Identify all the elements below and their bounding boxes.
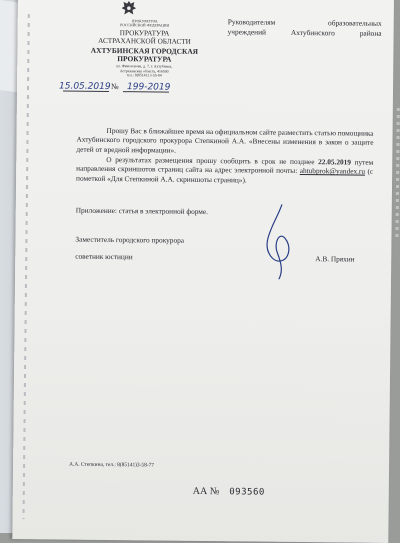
request-paragraph: Прошу Вас в ближайшее время на официальном сайте разместить статью помощника Ахтубинского городского прокурора Степкиной А.А. «Внесены изменения в закон о защите детей от вредной информации». xyxy=(76,125,374,155)
prosecutor-line: ПРОКУРАТУРА xyxy=(119,29,170,38)
address-line: Астраханская область, 416500 xyxy=(119,68,169,74)
address-line: тел.: 8(85141) 3-55-04 xyxy=(126,73,162,78)
results-method: путем направления скриншотов страниц сайта на адрес электронной почты: xyxy=(76,157,374,176)
results-intro: О результатах размещения прошу сообщить в срок не позднее xyxy=(106,154,315,167)
handwritten-signature xyxy=(259,203,304,283)
prosecutor-line: АСТРАХАНСКОЙ ОБЛАСТИ xyxy=(98,36,191,46)
regional-prosecutor-name xyxy=(69,30,219,47)
attachment-note: Приложение: статья в электронной форме. xyxy=(75,205,209,217)
outgoing-number: 199-2019 xyxy=(126,82,171,93)
page-fold-mark xyxy=(395,108,399,238)
agency-line: РОССИЙСКОЙ ФЕДЕРАЦИИ xyxy=(120,23,170,28)
form-serial xyxy=(193,486,265,498)
agency-name xyxy=(70,19,220,29)
city-prosecutor-name xyxy=(69,47,219,64)
signer-position: Заместитель городского прокурора xyxy=(75,234,185,245)
signer-rank: советник юстиции xyxy=(75,251,133,262)
number-sign: № xyxy=(110,82,119,92)
outgoing-date: 15.05.2019 xyxy=(58,81,111,93)
agency-line: ПРОКУРАТУРА xyxy=(131,19,158,24)
perforation-edge xyxy=(23,14,30,519)
recipient-line: учреждений Ахтубинского района xyxy=(227,26,382,38)
results-paragraph xyxy=(76,155,373,186)
deadline-date: 22.05.2019 xyxy=(318,157,352,167)
address-line: ул. Финогенова, д. 7, г. Ахтубинск, xyxy=(116,64,173,69)
serial-prefix: АА № xyxy=(192,485,220,498)
city-line: ПРОКУРАТУРА xyxy=(117,53,172,64)
city-line: АХТУБИНСКАЯ ГОРОДСКАЯ xyxy=(90,45,199,56)
serial-number: 093560 xyxy=(229,487,265,498)
executor-contact: А.А. Степкина, тел.: 8(85141)3-58-77 xyxy=(69,461,155,469)
letter-page xyxy=(12,0,394,543)
recipient-block xyxy=(228,17,382,38)
email-link[interactable]: ahtubprok@yandex.ru xyxy=(299,166,366,177)
results-note: (с пометкой «Для Степкиной А.А. скриншоты страниц»). xyxy=(76,167,374,185)
letterhead-address xyxy=(69,64,219,79)
recipient-line: Руководителям образовательных xyxy=(227,17,382,28)
signer-name: А.В. Пряхин xyxy=(315,254,355,264)
coat-of-arms-icon xyxy=(120,0,138,17)
